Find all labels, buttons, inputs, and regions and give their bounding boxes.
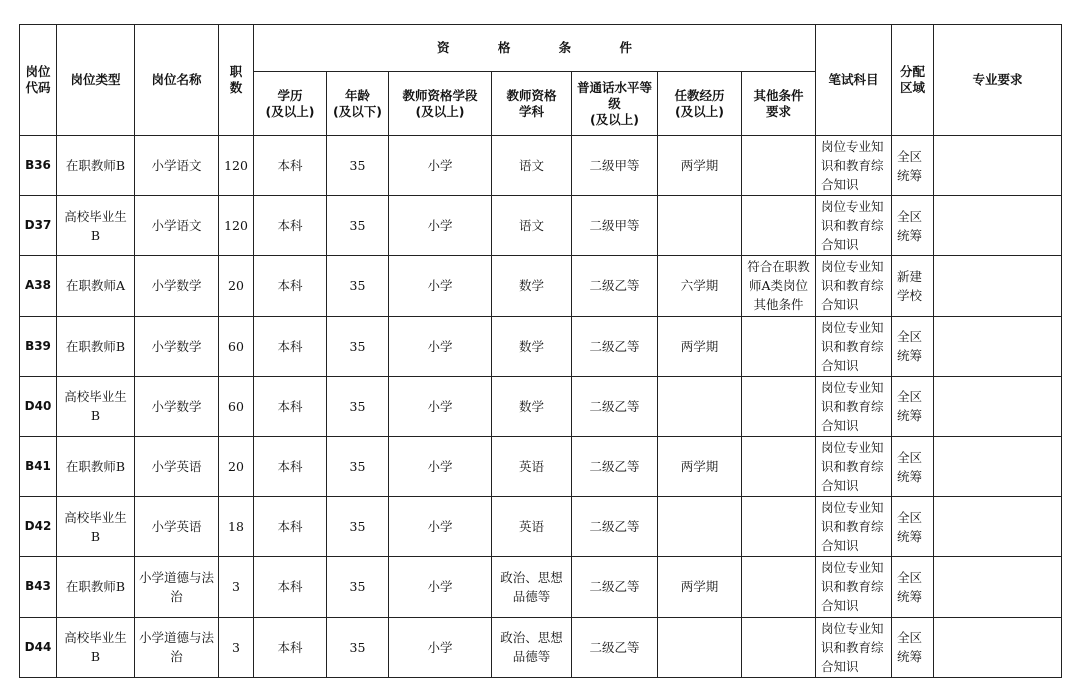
cell-cert-subject: 英语	[492, 497, 572, 557]
cell-major	[934, 497, 1062, 557]
cell-cert-level: 小学	[389, 256, 492, 316]
cell-exam: 岗位专业知 识和教育综 合知识	[816, 376, 892, 436]
cell-mandarin: 二级乙等	[572, 497, 658, 557]
cell-experience: 两学期	[658, 557, 742, 617]
cell-code: D44	[20, 617, 57, 677]
recruitment-table	[19, 24, 1062, 678]
cell-type: 在职教师B	[57, 316, 135, 376]
cell-count: 3	[219, 617, 254, 677]
cell-mandarin: 二级甲等	[572, 196, 658, 256]
cell-count: 20	[219, 436, 254, 496]
cell-major	[934, 316, 1062, 376]
cell-count: 20	[219, 256, 254, 316]
cell-count: 60	[219, 316, 254, 376]
header-qualifications: 资 格 条 件	[254, 25, 816, 72]
cell-cert-subject: 政治、思想 品德等	[492, 617, 572, 677]
cell-other	[742, 436, 816, 496]
header-major: 专业要求	[934, 25, 1062, 136]
cell-type: 高校毕业生 B	[57, 376, 135, 436]
cell-type: 高校毕业生 B	[57, 196, 135, 256]
cell-mandarin: 二级甲等	[572, 136, 658, 196]
cell-allocation: 全区 统筹	[892, 617, 934, 677]
header-age: 年龄 (及以下)	[327, 72, 389, 136]
cell-education: 本科	[254, 196, 327, 256]
cell-age: 35	[327, 376, 389, 436]
header-cert-subject: 教师资格 学科	[492, 72, 572, 136]
cell-count: 3	[219, 557, 254, 617]
header-mandarin: 普通话水平等 级 (及以上)	[572, 72, 658, 136]
header-cert-level: 教师资格学段 (及以上)	[389, 72, 492, 136]
cell-other	[742, 316, 816, 376]
cell-age: 35	[327, 256, 389, 316]
cell-education: 本科	[254, 136, 327, 196]
header-type: 岗位类型	[57, 25, 135, 136]
table-row	[20, 557, 1062, 617]
cell-name: 小学语文	[135, 136, 219, 196]
cell-major	[934, 256, 1062, 316]
cell-experience: 两学期	[658, 136, 742, 196]
cell-name: 小学道德与法 治	[135, 617, 219, 677]
cell-allocation: 新建 学校	[892, 256, 934, 316]
cell-education: 本科	[254, 557, 327, 617]
cell-name: 小学英语	[135, 497, 219, 557]
header-allocation: 分配 区域	[892, 25, 934, 136]
cell-major	[934, 196, 1062, 256]
table-row	[20, 316, 1062, 376]
cell-mandarin: 二级乙等	[572, 256, 658, 316]
cell-other	[742, 497, 816, 557]
cell-experience	[658, 376, 742, 436]
cell-mandarin: 二级乙等	[572, 316, 658, 376]
table-row	[20, 196, 1062, 256]
table-row	[20, 256, 1062, 316]
cell-age: 35	[327, 617, 389, 677]
cell-major	[934, 436, 1062, 496]
cell-type: 在职教师B	[57, 436, 135, 496]
cell-count: 120	[219, 136, 254, 196]
cell-cert-subject: 语文	[492, 196, 572, 256]
cell-exam: 岗位专业知 识和教育综 合知识	[816, 316, 892, 376]
cell-name: 小学数学	[135, 316, 219, 376]
cell-age: 35	[327, 436, 389, 496]
cell-other	[742, 617, 816, 677]
cell-education: 本科	[254, 436, 327, 496]
cell-cert-level: 小学	[389, 316, 492, 376]
cell-education: 本科	[254, 316, 327, 376]
cell-education: 本科	[254, 497, 327, 557]
cell-allocation: 全区 统筹	[892, 136, 934, 196]
cell-allocation: 全区 统筹	[892, 557, 934, 617]
table-row	[20, 497, 1062, 557]
cell-exam: 岗位专业知 识和教育综 合知识	[816, 136, 892, 196]
header-experience: 任教经历 (及以上)	[658, 72, 742, 136]
cell-cert-level: 小学	[389, 436, 492, 496]
cell-cert-subject: 政治、思想 品德等	[492, 557, 572, 617]
header-education: 学历 (及以上)	[254, 72, 327, 136]
cell-age: 35	[327, 136, 389, 196]
cell-code: D37	[20, 196, 57, 256]
cell-allocation: 全区 统筹	[892, 316, 934, 376]
cell-education: 本科	[254, 617, 327, 677]
cell-experience	[658, 196, 742, 256]
table-row	[20, 436, 1062, 496]
cell-name: 小学数学	[135, 376, 219, 436]
cell-code: A38	[20, 256, 57, 316]
cell-major	[934, 557, 1062, 617]
cell-major	[934, 136, 1062, 196]
cell-cert-level: 小学	[389, 557, 492, 617]
cell-other: 符合在职教 师A类岗位 其他条件	[742, 256, 816, 316]
cell-exam: 岗位专业知 识和教育综 合知识	[816, 617, 892, 677]
cell-mandarin: 二级乙等	[572, 436, 658, 496]
header-exam: 笔试科目	[816, 25, 892, 136]
cell-cert-level: 小学	[389, 617, 492, 677]
cell-type: 高校毕业生 B	[57, 497, 135, 557]
cell-exam: 岗位专业知 识和教育综 合知识	[816, 557, 892, 617]
cell-allocation: 全区 统筹	[892, 497, 934, 557]
cell-experience: 六学期	[658, 256, 742, 316]
table-row	[20, 617, 1062, 677]
cell-cert-level: 小学	[389, 376, 492, 436]
cell-code: B39	[20, 316, 57, 376]
cell-experience	[658, 617, 742, 677]
cell-allocation: 全区 统筹	[892, 436, 934, 496]
cell-cert-level: 小学	[389, 136, 492, 196]
cell-age: 35	[327, 316, 389, 376]
cell-type: 高校毕业生 B	[57, 617, 135, 677]
cell-other	[742, 376, 816, 436]
cell-cert-subject: 数学	[492, 376, 572, 436]
cell-type: 在职教师A	[57, 256, 135, 316]
cell-count: 120	[219, 196, 254, 256]
cell-name: 小学英语	[135, 436, 219, 496]
header-count: 职 数	[219, 25, 254, 136]
cell-other	[742, 557, 816, 617]
header-name: 岗位名称	[135, 25, 219, 136]
cell-education: 本科	[254, 256, 327, 316]
cell-age: 35	[327, 497, 389, 557]
cell-mandarin: 二级乙等	[572, 376, 658, 436]
header-code: 岗位 代码	[20, 25, 57, 136]
cell-mandarin: 二级乙等	[572, 617, 658, 677]
cell-code: B36	[20, 136, 57, 196]
cell-experience: 两学期	[658, 436, 742, 496]
cell-allocation: 全区 统筹	[892, 196, 934, 256]
cell-name: 小学数学	[135, 256, 219, 316]
cell-exam: 岗位专业知 识和教育综 合知识	[816, 256, 892, 316]
cell-cert-level: 小学	[389, 497, 492, 557]
cell-count: 18	[219, 497, 254, 557]
cell-type: 在职教师B	[57, 557, 135, 617]
cell-code: B43	[20, 557, 57, 617]
table-row	[20, 136, 1062, 196]
cell-count: 60	[219, 376, 254, 436]
cell-name: 小学语文	[135, 196, 219, 256]
cell-age: 35	[327, 196, 389, 256]
cell-allocation: 全区 统筹	[892, 376, 934, 436]
cell-cert-level: 小学	[389, 196, 492, 256]
cell-name: 小学道德与法 治	[135, 557, 219, 617]
table-row	[20, 376, 1062, 436]
cell-other	[742, 196, 816, 256]
header-other: 其他条件 要求	[742, 72, 816, 136]
cell-major	[934, 376, 1062, 436]
cell-code: D42	[20, 497, 57, 557]
cell-mandarin: 二级乙等	[572, 557, 658, 617]
cell-cert-subject: 数学	[492, 256, 572, 316]
cell-age: 35	[327, 557, 389, 617]
cell-code: B41	[20, 436, 57, 496]
cell-other	[742, 136, 816, 196]
cell-type: 在职教师B	[57, 136, 135, 196]
cell-major	[934, 617, 1062, 677]
cell-cert-subject: 英语	[492, 436, 572, 496]
cell-experience	[658, 497, 742, 557]
cell-exam: 岗位专业知 识和教育综 合知识	[816, 196, 892, 256]
cell-exam: 岗位专业知 识和教育综 合知识	[816, 436, 892, 496]
cell-education: 本科	[254, 376, 327, 436]
cell-cert-subject: 数学	[492, 316, 572, 376]
cell-code: D40	[20, 376, 57, 436]
cell-cert-subject: 语文	[492, 136, 572, 196]
cell-exam: 岗位专业知 识和教育综 合知识	[816, 497, 892, 557]
cell-experience: 两学期	[658, 316, 742, 376]
